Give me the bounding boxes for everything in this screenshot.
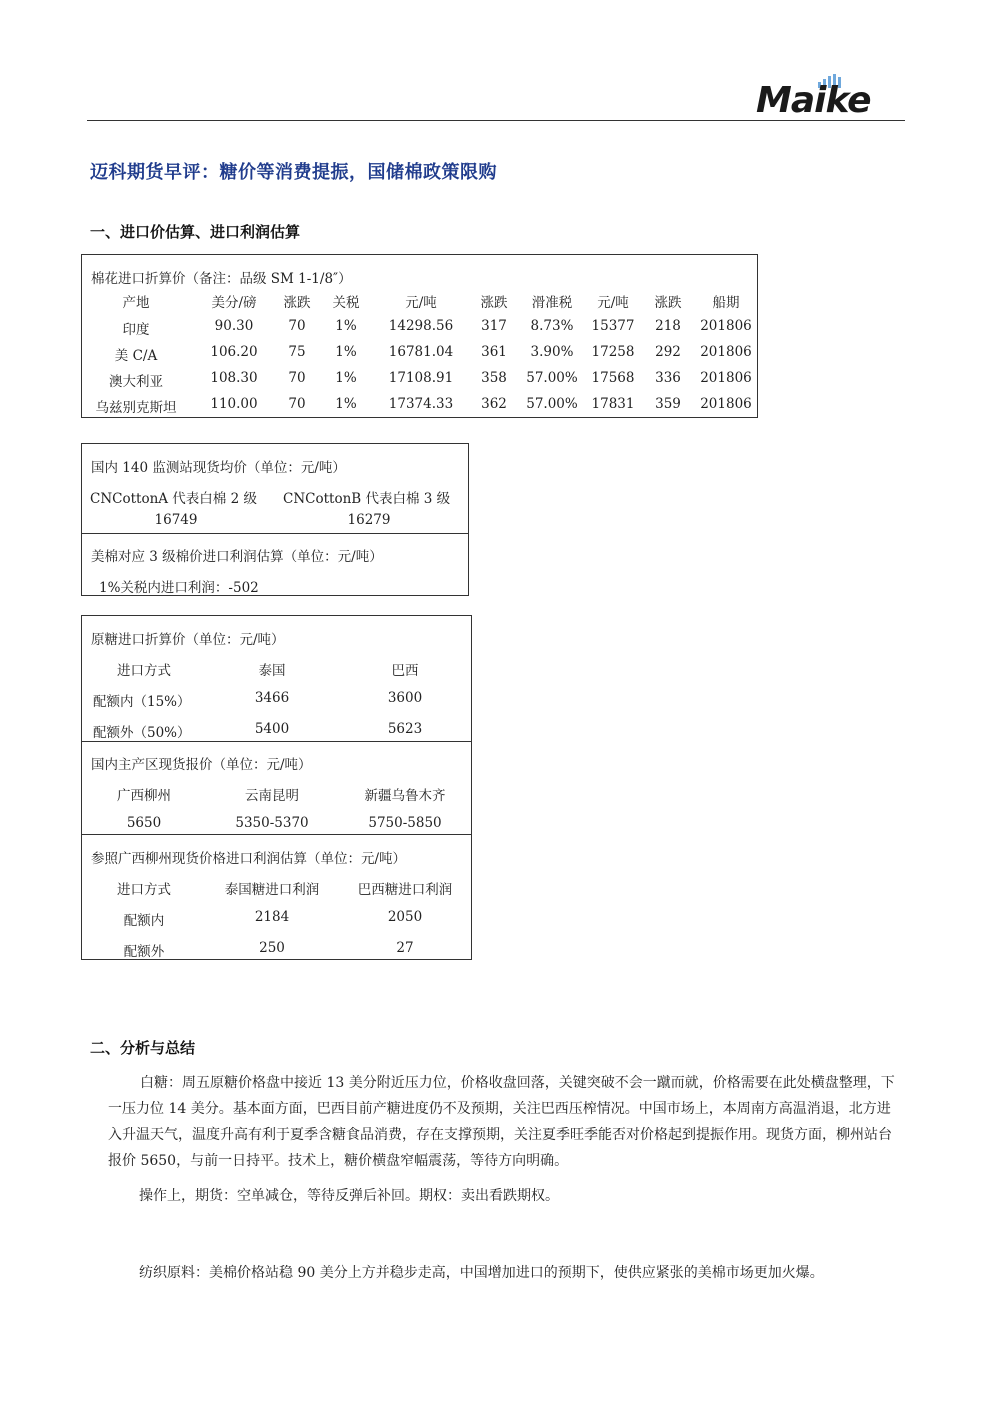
cotton-import-value-cell: 70 (288, 318, 306, 334)
cotton-import-value-cell: 1% (335, 370, 357, 386)
sugar-box (81, 615, 472, 960)
operation-paragraph: 操作上，期货：空单减仓，等待反弹后补回。期权：卖出看跌期权。 (139, 1188, 559, 1204)
sugar-import-row-label: 配额内（15%） (93, 694, 191, 710)
cotton-import-value-cell: 15377 (591, 318, 635, 334)
cotton-profit-caption: 美棉对应 3 级棉价进口利润估算（单位：元/吨） (91, 549, 383, 565)
cncotton-a-value: 16749 (154, 512, 198, 528)
sugar-spot-value: 5750-5850 (368, 815, 442, 831)
cotton-import-header-cell: 关税 (332, 295, 360, 311)
cotton-import-value-cell: 110.00 (210, 396, 258, 412)
cotton-import-value-cell: 201806 (700, 370, 752, 386)
maike-logo (750, 68, 900, 120)
cotton-import-header-cell: 元/吨 (405, 295, 437, 311)
sugar-import-row-value: 5400 (254, 721, 290, 737)
cotton-import-value-cell: 17374.33 (388, 396, 454, 412)
cotton-import-caption: 棉花进口折算价（备注：品级 SM 1-1/8″） (91, 271, 352, 287)
sugar-profit-row-value: 250 (259, 940, 285, 956)
cotton-import-value-cell: 8.73% (530, 318, 574, 334)
cotton-import-value-cell: 106.20 (210, 344, 258, 360)
cotton-import-header-cell: 船期 (712, 295, 740, 311)
cotton-import-value-cell: 201806 (700, 344, 752, 360)
sugar-divider-2 (82, 834, 471, 835)
sugar-profit-row-label: 配额外 (123, 944, 165, 960)
sugar-spot-header: 广西柳州 (117, 788, 171, 804)
cotton-import-value-cell: 90.30 (214, 318, 254, 334)
header-rule (87, 120, 905, 121)
sugar-spot-caption: 国内主产区现货报价（单位：元/吨） (91, 757, 312, 773)
sugar-analysis-paragraph: 白糖：周五原糖价格盘中接近 13 美分附近压力位，价格收盘回落，关键突破不会一蹴而就，价格需要在此处横盘整理，下一压力位 14 美分。基本面方面，巴西目前产糖进度仍不及预期，关注巴西压榨情况。中国市场上，本周南方高温消退，北方进入升温天气，温度升高有利于夏季含糖食品消费，存在支撑预期，关注夏季旺季能否对价格起到提振作用。现货方面，柳州站台报价 5650，与前一日持平。技术上，糖价横盘窄幅震荡，等待方向明确。 (108, 1075, 895, 1169)
cotton-import-value-cell: 292 (655, 344, 681, 360)
sugar-profit-header: 进口方式 (117, 882, 171, 898)
sugar-spot-header: 新疆乌鲁木齐 (364, 788, 446, 804)
cotton-import-value-cell: 57.00% (526, 370, 578, 386)
section-1-heading: 一、进口价估算、进口利润估算 (90, 223, 301, 241)
cotton-import-header-cell: 涨跌 (654, 295, 682, 311)
sugar-profit-row-value: 27 (396, 940, 414, 956)
sugar-profit-row-value: 2050 (387, 909, 423, 925)
cotton-import-value-cell: 1% (335, 318, 357, 334)
sugar-import-caption: 原糖进口折算价（单位：元/吨） (91, 632, 285, 648)
cncotton-b-label: CNCottonB 代表白棉 3 级 (283, 491, 451, 507)
cotton-import-value-cell: 361 (481, 344, 507, 360)
cotton-import-value-cell: 17831 (591, 396, 635, 412)
sugar-spot-value: 5650 (126, 815, 162, 831)
cotton-import-origin-cell: 乌兹别克斯坦 (95, 400, 177, 416)
cotton-import-value-cell: 1% (335, 344, 357, 360)
cotton-import-value-cell: 70 (288, 396, 306, 412)
cotton-import-value-cell: 359 (655, 396, 681, 412)
cotton-import-value-cell: 336 (655, 370, 681, 386)
cotton-import-header-cell: 美分/磅 (211, 295, 257, 311)
cotton-import-origin-cell: 美 C/A (114, 348, 158, 364)
sugar-divider-1 (82, 741, 471, 742)
sugar-import-row-value: 5623 (387, 721, 423, 737)
cncotton-b-value: 16279 (347, 512, 391, 528)
cotton-import-header-cell: 产地 (122, 295, 150, 311)
sugar-import-row-value: 3600 (387, 690, 423, 706)
cotton-import-value-cell: 108.30 (210, 370, 258, 386)
cotton-import-value-cell: 201806 (700, 396, 752, 412)
sugar-import-row-label: 配额外（50%） (93, 725, 191, 741)
cotton-import-value-cell: 70 (288, 370, 306, 386)
cotton-import-value-cell: 362 (481, 396, 507, 412)
cotton-import-value-cell: 75 (288, 344, 306, 360)
sugar-import-header-method: 进口方式 (117, 663, 171, 679)
sugar-profit-row-label: 配额内 (123, 913, 165, 929)
cotton-import-origin-cell: 印度 (122, 322, 150, 338)
cotton-import-table (81, 254, 758, 418)
sugar-profit-header: 泰国糖进口利润 (224, 882, 320, 898)
cotton-import-value-cell: 201806 (700, 318, 752, 334)
cotton-import-header-cell: 涨跌 (283, 295, 311, 311)
cotton-import-value-cell: 218 (655, 318, 681, 334)
cotton-profit-text: 1%关税内进口利润：-502 (99, 580, 259, 596)
logo-text: Maike (756, 80, 871, 120)
cotton-import-header-cell: 元/吨 (597, 295, 629, 311)
sugar-import-row-value: 3466 (254, 690, 290, 706)
sugar-spot-header: 云南昆明 (245, 788, 299, 804)
section-2-heading: 二、分析与总结 (90, 1039, 196, 1057)
cotton-import-header-cell: 滑准税 (531, 295, 573, 311)
cncotton-a-label: CNCottonA 代表白棉 2 级 (90, 491, 257, 507)
cotton-import-value-cell: 57.00% (526, 396, 578, 412)
cotton-import-value-cell: 3.90% (530, 344, 574, 360)
cotton-import-origin-cell: 澳大利亚 (109, 374, 163, 390)
cotton-import-value-cell: 14298.56 (388, 318, 454, 334)
sugar-profit-header: 巴西糖进口利润 (357, 882, 453, 898)
cotton-import-value-cell: 17258 (591, 344, 635, 360)
sugar-spot-value: 5350-5370 (235, 815, 309, 831)
cotton-import-value-cell: 317 (481, 318, 507, 334)
cotton-import-value-cell: 358 (481, 370, 507, 386)
cotton-import-value-cell: 16781.04 (388, 344, 454, 360)
textile-paragraph: 纺织原料：美棉价格站稳 90 美分上方并稳步走高，中国增加进口的预期下，使供应紧张的美棉市场更加火爆。 (139, 1265, 824, 1281)
sugar-import-header-thailand: 泰国 (258, 663, 286, 679)
cotton-import-header-cell: 涨跌 (480, 295, 508, 311)
sugar-profit-row-value: 2184 (254, 909, 290, 925)
document-title: 迈科期货早评：糖价等消费提振，国储棉政策限购 (90, 162, 497, 183)
cotton-import-value-cell: 17108.91 (388, 370, 454, 386)
cotton-domestic-divider (82, 533, 468, 534)
sugar-import-header-brazil: 巴西 (391, 663, 419, 679)
cotton-import-value-cell: 17568 (591, 370, 635, 386)
cotton-import-value-cell: 1% (335, 396, 357, 412)
cotton-domestic-caption: 国内 140 监测站现货均价（单位：元/吨） (91, 460, 346, 476)
sugar-profit-caption: 参照广西柳州现货价格进口利润估算（单位：元/吨） (91, 851, 407, 867)
cotton-domestic-box (81, 443, 469, 596)
